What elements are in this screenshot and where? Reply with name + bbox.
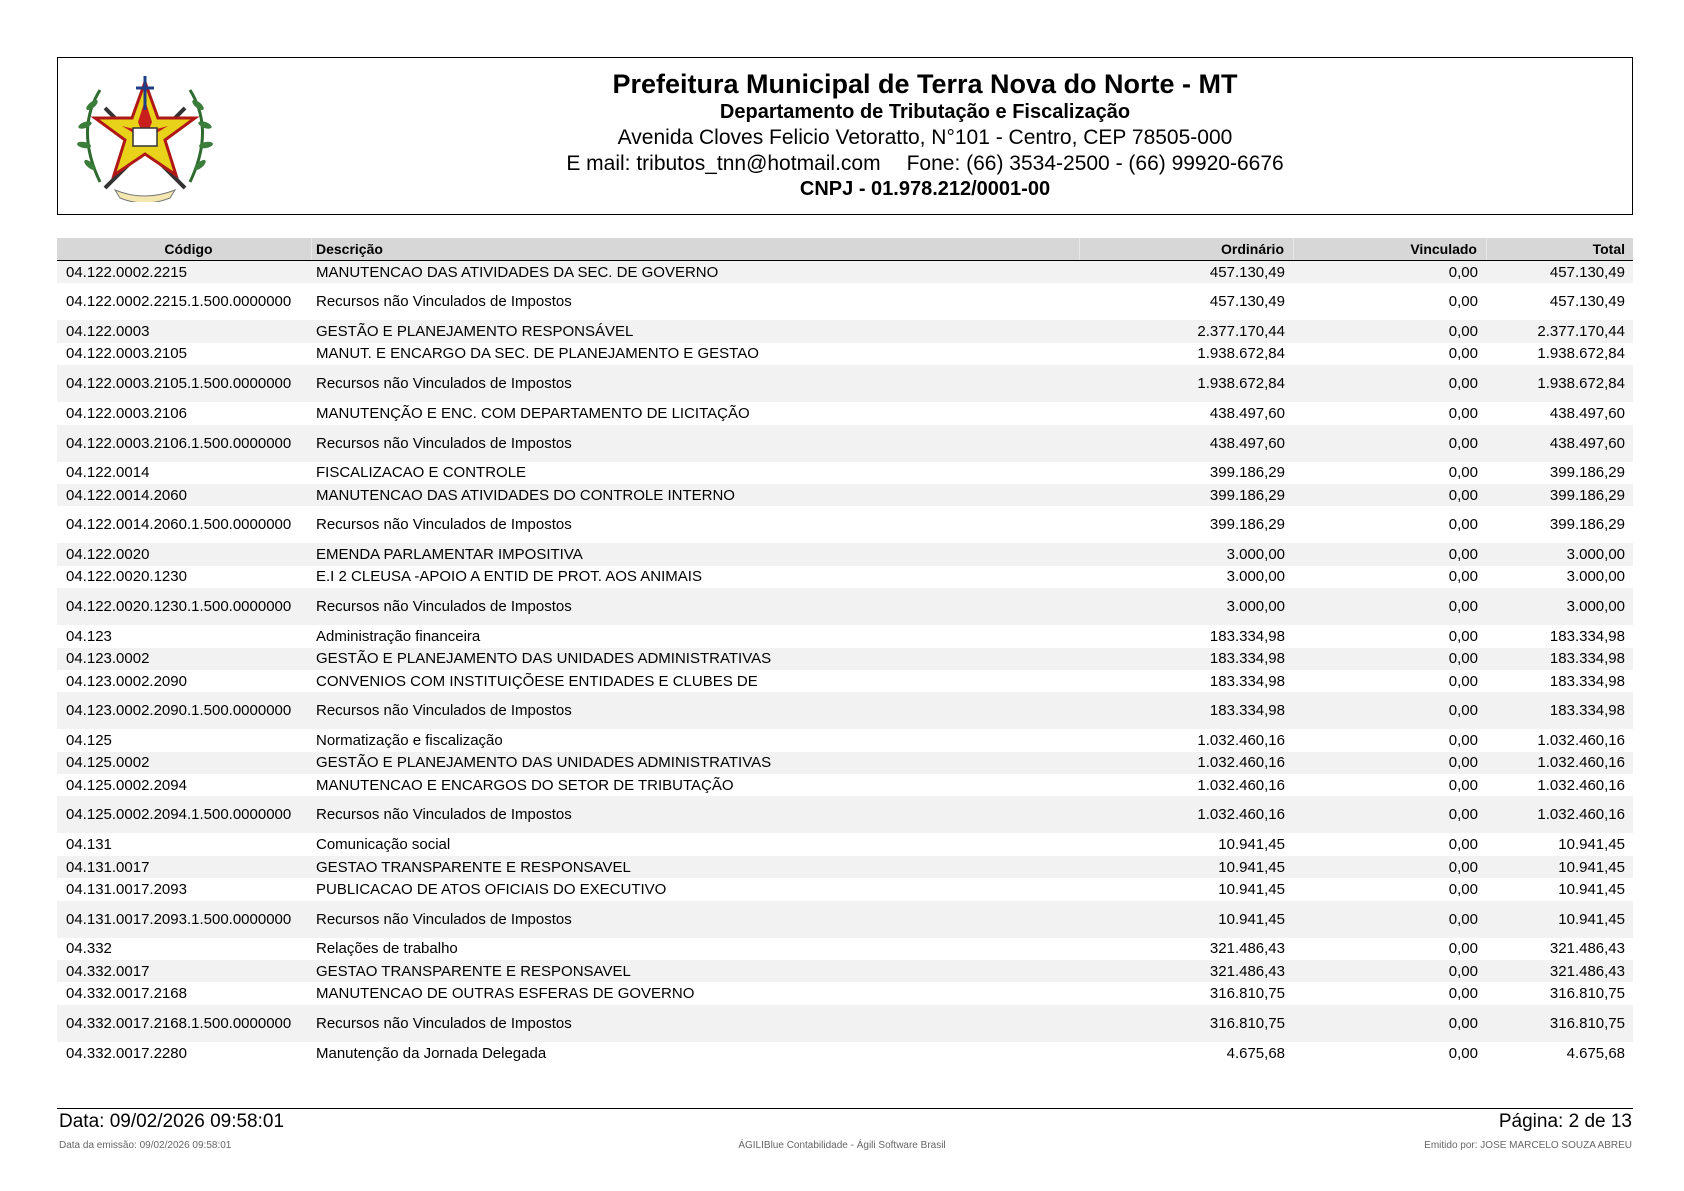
column-header-description: Descrição (312, 238, 1080, 260)
cell-total: 316.810,75 (1549, 1014, 1625, 1032)
cell-code: 04.122.0003.2105.1.500.0000000 (66, 375, 292, 393)
cell-description: Normatização e fiscalização (316, 731, 503, 749)
cell-vinculado: 0,00 (1448, 776, 1478, 794)
cell-ordinario: 183.334,98 (1209, 627, 1285, 645)
table-row (57, 566, 1633, 588)
cell-vinculado: 0,00 (1448, 910, 1478, 928)
cell-description: GESTAO TRANSPARENTE E RESPONSAVEL (316, 962, 631, 980)
address-line: Avenida Cloves Felicio Vetoratto, N°101 - Centro, CEP 78505-000 (617, 126, 1233, 149)
cell-code: 04.123.0002 (66, 650, 150, 668)
cell-code: 04.122.0002.2215 (66, 263, 187, 281)
contact-line (238, 151, 1612, 177)
cell-ordinario: 1.032.460,16 (1197, 776, 1285, 794)
coat-of-arms-icon (70, 70, 220, 202)
cell-ordinario: 183.334,98 (1209, 650, 1285, 668)
footer-divider (57, 1108, 1633, 1109)
cell-ordinario: 321.486,43 (1209, 962, 1285, 980)
cell-total: 4.675,68 (1566, 1044, 1625, 1062)
table-row (57, 796, 1633, 833)
cell-vinculado: 0,00 (1448, 464, 1478, 482)
cell-ordinario: 1.032.460,16 (1197, 731, 1285, 749)
table-row (57, 670, 1633, 692)
cell-vinculado: 0,00 (1448, 985, 1478, 1003)
cell-ordinario: 399.186,29 (1209, 464, 1285, 482)
cell-ordinario: 1.032.460,16 (1197, 754, 1285, 772)
cell-description: MANUTENCAO E ENCARGOS DO SETOR DE TRIBUTAÇÃO (316, 776, 734, 794)
cell-vinculado: 0,00 (1448, 293, 1478, 311)
cell-code: 04.122.0002.2215.1.500.0000000 (66, 293, 292, 311)
cell-code: 04.122.0014 (66, 464, 150, 482)
phone-text: Fone: (66) 3534-2500 - (66) 99920-6676 (906, 152, 1284, 175)
table-body (57, 261, 1633, 1064)
cell-code: 04.123.0002.2090.1.500.0000000 (66, 702, 292, 720)
cell-total: 10.941,45 (1558, 858, 1625, 876)
cell-description: Recursos não Vinculados de Impostos (316, 293, 572, 311)
cell-total: 321.486,43 (1549, 940, 1625, 958)
cell-total: 438.497,60 (1549, 404, 1625, 422)
cell-vinculado: 0,00 (1448, 263, 1478, 281)
cell-total: 457.130,49 (1549, 293, 1625, 311)
email-text: E mail: tributos_tnn@hotmail.com (566, 152, 881, 175)
cell-description: MANUTENCAO DE OUTRAS ESFERAS DE GOVERNO (316, 985, 695, 1003)
budget-table (57, 238, 1633, 1064)
cell-ordinario: 438.497,60 (1209, 434, 1285, 452)
cell-vinculado: 0,00 (1448, 836, 1478, 854)
page-number: Página: 2 de 13 (1498, 1111, 1632, 1132)
cell-description: MANUT. E ENCARGO DA SEC. DE PLANEJAMENTO E GESTAO (316, 345, 759, 363)
cell-code: 04.122.0003.2106 (66, 404, 187, 422)
table-header (57, 238, 1633, 261)
cell-code: 04.332.0017.2280 (66, 1044, 187, 1062)
cell-vinculado: 0,00 (1448, 323, 1478, 341)
cell-description: Manutenção da Jornada Delegada (316, 1044, 547, 1062)
cell-code: 04.125.0002 (66, 754, 150, 772)
emitted-by: Emitido por: JOSE MARCELO SOUZA ABREU (1424, 1140, 1632, 1151)
cell-description: Recursos não Vinculados de Impostos (316, 1014, 572, 1032)
cell-code: 04.332.0017.2168.1.500.0000000 (66, 1014, 292, 1032)
cell-description: MANUTENÇÃO E ENC. COM DEPARTAMENTO DE LICITAÇÃO (316, 404, 750, 422)
table-row (57, 343, 1633, 365)
cell-description: Administração financeira (316, 627, 481, 645)
cell-ordinario: 183.334,98 (1209, 702, 1285, 720)
cell-vinculado: 0,00 (1448, 1014, 1478, 1032)
column-header-code: Código (57, 238, 312, 260)
cell-ordinario: 10.941,45 (1218, 858, 1285, 876)
table-row (57, 960, 1633, 982)
cell-vinculado: 0,00 (1448, 1044, 1478, 1062)
cell-vinculado: 0,00 (1448, 650, 1478, 668)
cell-ordinario: 438.497,60 (1209, 404, 1285, 422)
cell-vinculado: 0,00 (1448, 345, 1478, 363)
cell-ordinario: 1.938.672,84 (1197, 345, 1285, 363)
cell-total: 438.497,60 (1549, 434, 1625, 452)
cell-description: EMENDA PARLAMENTAR IMPOSITIVA (316, 546, 583, 564)
cell-total: 457.130,49 (1549, 263, 1625, 281)
cell-code: 04.332.0017 (66, 962, 150, 980)
cell-vinculado: 0,00 (1448, 404, 1478, 422)
table-row (57, 365, 1633, 402)
cell-ordinario: 1.938.672,84 (1197, 375, 1285, 393)
department-name: Departamento de Tributação e Fiscalização (719, 101, 1131, 123)
cell-total: 3.000,00 (1566, 568, 1625, 586)
cell-code: 04.122.0003.2105 (66, 345, 187, 363)
table-row (57, 692, 1633, 729)
cell-code: 04.131.0017.2093.1.500.0000000 (66, 910, 292, 928)
cell-total: 3.000,00 (1566, 546, 1625, 564)
cell-code: 04.131.0017 (66, 858, 150, 876)
cell-ordinario: 399.186,29 (1209, 486, 1285, 504)
cell-total: 183.334,98 (1549, 650, 1625, 668)
emission-date: Data da emissão: 09/02/2026 09:58:01 (59, 1140, 232, 1151)
cell-vinculado: 0,00 (1448, 858, 1478, 876)
report-title: Prefeitura Municipal de Terra Nova do Norte - MT (612, 69, 1238, 99)
table-row (57, 484, 1633, 506)
cell-description: Recursos não Vinculados de Impostos (316, 434, 572, 452)
table-row (57, 425, 1633, 462)
report-header (57, 57, 1633, 215)
cell-vinculado: 0,00 (1448, 806, 1478, 824)
cell-description: Recursos não Vinculados de Impostos (316, 806, 572, 824)
table-row (57, 752, 1633, 774)
cell-code: 04.131 (66, 836, 112, 854)
cell-vinculado: 0,00 (1448, 754, 1478, 772)
cell-ordinario: 399.186,29 (1209, 516, 1285, 534)
cell-total: 316.810,75 (1549, 985, 1625, 1003)
table-row (57, 625, 1633, 647)
cell-total: 321.486,43 (1549, 962, 1625, 980)
table-row (57, 462, 1633, 484)
cell-description: Recursos não Vinculados de Impostos (316, 910, 572, 928)
cell-code: 04.123.0002.2090 (66, 672, 187, 690)
cell-description: E.I 2 CLEUSA -APOIO A ENTID DE PROT. AOS ANIMAIS (316, 568, 702, 586)
table-row (57, 543, 1633, 565)
cell-description: GESTAO TRANSPARENTE E RESPONSAVEL (316, 858, 631, 876)
table-row (57, 402, 1633, 424)
table-row (57, 283, 1633, 320)
cell-ordinario: 3.000,00 (1226, 546, 1285, 564)
cell-ordinario: 2.377.170,44 (1197, 323, 1285, 341)
header-text-block (238, 68, 1612, 202)
cell-vinculado: 0,00 (1448, 731, 1478, 749)
cell-ordinario: 321.486,43 (1209, 940, 1285, 958)
cell-code: 04.131.0017.2093 (66, 880, 187, 898)
table-row (57, 982, 1633, 1004)
cell-description: Comunicação social (316, 836, 451, 854)
cell-description: MANUTENCAO DAS ATIVIDADES DA SEC. DE GOVERNO (316, 263, 719, 281)
cell-description: FISCALIZACAO E CONTROLE (316, 464, 527, 482)
cell-ordinario: 316.810,75 (1209, 1014, 1285, 1032)
table-row (57, 506, 1633, 543)
cell-total: 10.941,45 (1558, 910, 1625, 928)
cell-ordinario: 457.130,49 (1209, 293, 1285, 311)
table-row (57, 729, 1633, 751)
cell-total: 183.334,98 (1549, 702, 1625, 720)
cell-vinculado: 0,00 (1448, 940, 1478, 958)
cell-code: 04.122.0014.2060 (66, 486, 187, 504)
cell-vinculado: 0,00 (1448, 434, 1478, 452)
cell-vinculado: 0,00 (1448, 486, 1478, 504)
software-credit: ÁGILIBlue Contabilidade - Ágili Software Brasil (738, 1140, 946, 1151)
cell-code: 04.123 (66, 627, 112, 645)
cell-description: Recursos não Vinculados de Impostos (316, 702, 572, 720)
cell-code: 04.122.0020.1230 (66, 568, 187, 586)
cell-total: 2.377.170,44 (1537, 323, 1625, 341)
cell-ordinario: 3.000,00 (1226, 598, 1285, 616)
column-header-vinculado: Vinculado (1294, 238, 1487, 260)
cnpj-text: CNPJ - 01.978.212/0001-00 (799, 178, 1051, 200)
cell-total: 399.186,29 (1549, 516, 1625, 534)
cell-code: 04.125.0002.2094 (66, 776, 187, 794)
cell-ordinario: 457.130,49 (1209, 263, 1285, 281)
column-header-ordinario: Ordinário (1080, 238, 1294, 260)
cell-ordinario: 316.810,75 (1209, 985, 1285, 1003)
cell-description: Recursos não Vinculados de Impostos (316, 516, 572, 534)
cell-ordinario: 3.000,00 (1226, 568, 1285, 586)
cell-code: 04.122.0003.2106.1.500.0000000 (66, 434, 292, 452)
cell-description: Relações de trabalho (316, 940, 458, 958)
cell-description: GESTÃO E PLANEJAMENTO DAS UNIDADES ADMINISTRATIVAS (316, 650, 772, 668)
cell-total: 10.941,45 (1558, 880, 1625, 898)
cell-code: 04.122.0020 (66, 546, 150, 564)
cell-total: 10.941,45 (1558, 836, 1625, 854)
cell-total: 1.032.460,16 (1537, 731, 1625, 749)
cell-code: 04.332.0017.2168 (66, 985, 187, 1003)
cell-description: Recursos não Vinculados de Impostos (316, 598, 572, 616)
cell-description: GESTÃO E PLANEJAMENTO RESPONSÁVEL (316, 323, 634, 341)
cell-ordinario: 10.941,45 (1218, 836, 1285, 854)
cell-ordinario: 4.675,68 (1226, 1044, 1285, 1062)
cell-code: 04.125 (66, 731, 112, 749)
cell-ordinario: 10.941,45 (1218, 880, 1285, 898)
cell-total: 399.186,29 (1549, 486, 1625, 504)
column-header-total: Total (1592, 241, 1625, 257)
cell-total: 1.938.672,84 (1537, 345, 1625, 363)
table-row (57, 320, 1633, 342)
table-row (57, 774, 1633, 796)
cell-total: 1.938.672,84 (1537, 375, 1625, 393)
cell-ordinario: 1.032.460,16 (1197, 806, 1285, 824)
cell-description: PUBLICACAO DE ATOS OFICIAIS DO EXECUTIVO (316, 880, 667, 898)
cell-vinculado: 0,00 (1448, 568, 1478, 586)
table-row (57, 833, 1633, 855)
table-row (57, 648, 1633, 670)
table-row (57, 938, 1633, 960)
table-row (57, 878, 1633, 900)
table-row (57, 1005, 1633, 1042)
cell-description: Recursos não Vinculados de Impostos (316, 375, 572, 393)
cell-ordinario: 10.941,45 (1218, 910, 1285, 928)
cell-vinculado: 0,00 (1448, 546, 1478, 564)
cell-vinculado: 0,00 (1448, 962, 1478, 980)
cell-code: 04.122.0014.2060.1.500.0000000 (66, 516, 292, 534)
cell-total: 1.032.460,16 (1537, 776, 1625, 794)
cell-total: 183.334,98 (1549, 672, 1625, 690)
cell-vinculado: 0,00 (1448, 702, 1478, 720)
cell-vinculado: 0,00 (1448, 627, 1478, 645)
cell-vinculado: 0,00 (1448, 672, 1478, 690)
cell-vinculado: 0,00 (1448, 375, 1478, 393)
cell-description: MANUTENCAO DAS ATIVIDADES DO CONTROLE INTERNO (316, 486, 735, 504)
cell-ordinario: 183.334,98 (1209, 672, 1285, 690)
cell-total: 1.032.460,16 (1537, 806, 1625, 824)
cell-vinculado: 0,00 (1448, 880, 1478, 898)
cell-total: 183.334,98 (1549, 627, 1625, 645)
table-row (57, 856, 1633, 878)
cell-total: 3.000,00 (1566, 598, 1625, 616)
cell-description: GESTÃO E PLANEJAMENTO DAS UNIDADES ADMINISTRATIVAS (316, 754, 772, 772)
table-row (57, 588, 1633, 625)
cell-total: 399.186,29 (1549, 464, 1625, 482)
table-row (57, 901, 1633, 938)
footer-date: Data: 09/02/2026 09:58:01 (59, 1111, 285, 1132)
cell-vinculado: 0,00 (1448, 598, 1478, 616)
cell-vinculado: 0,00 (1448, 516, 1478, 534)
cell-code: 04.122.0020.1230.1.500.0000000 (66, 598, 292, 616)
cell-total: 1.032.460,16 (1537, 754, 1625, 772)
table-row (57, 1042, 1633, 1064)
cell-code: 04.332 (66, 940, 112, 958)
cell-description: CONVENIOS COM INSTITUIÇÕESE ENTIDADES E CLUBES DE (316, 672, 758, 690)
table-row (57, 261, 1633, 283)
cell-code: 04.125.0002.2094.1.500.0000000 (66, 806, 292, 824)
cell-code: 04.122.0003 (66, 323, 150, 341)
